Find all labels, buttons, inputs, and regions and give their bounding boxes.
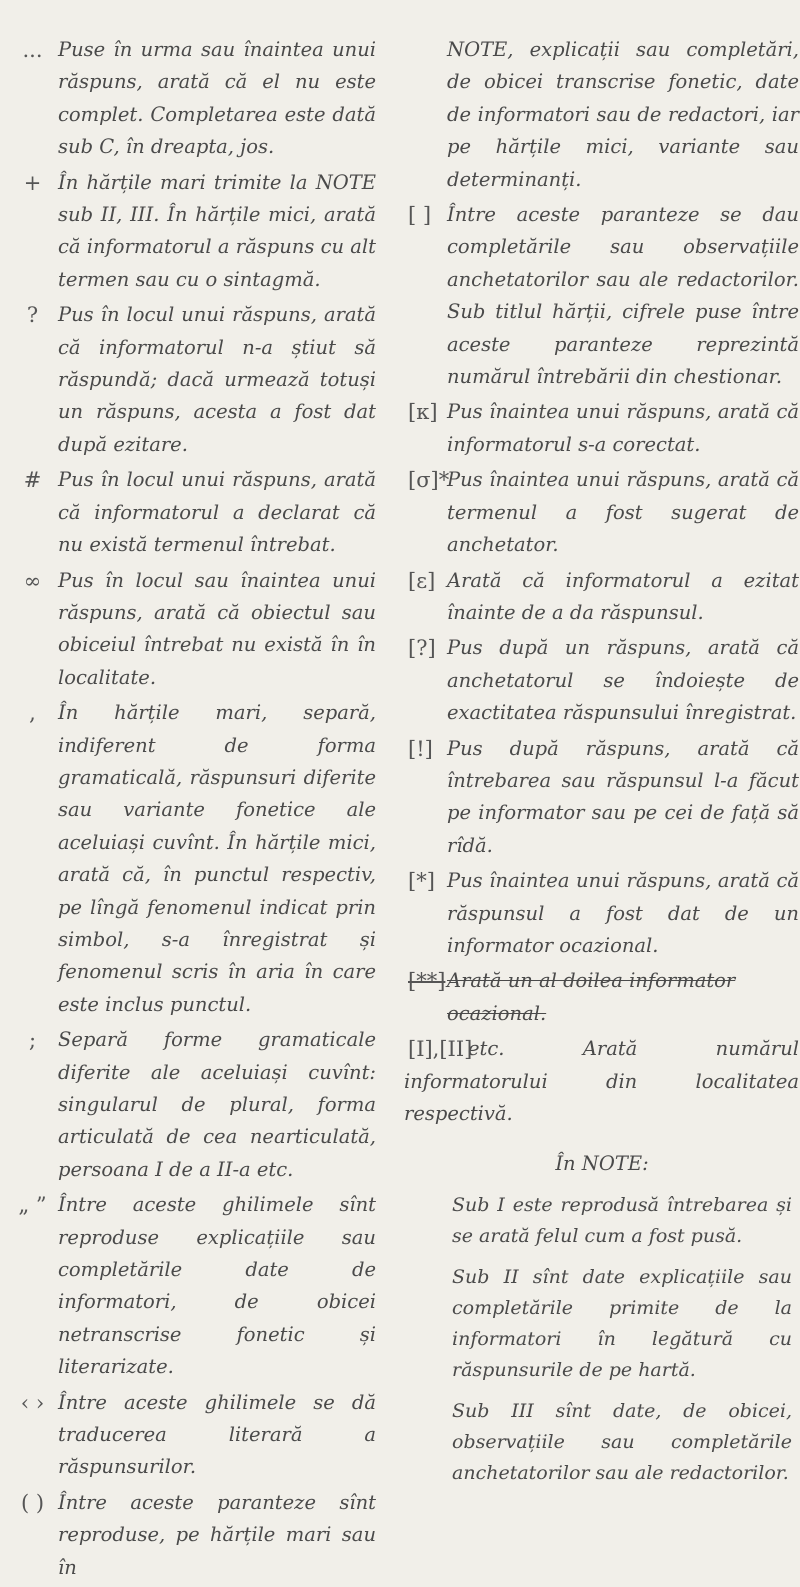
left-column: [0, 34, 400, 1587]
legend-symbol: ?: [26, 303, 39, 328]
legend-text: Între aceste ghilimele se dă traducerea literară a răspunsurilor.: [58, 1390, 376, 1479]
legend-symbol: [ ]: [408, 203, 432, 228]
legend-text: Pus înaintea unui răspuns, arată că termenul a fost sugerat de anchetator.: [447, 468, 799, 557]
struck-text: Arată un al doilea informator ocazional.: [447, 969, 736, 1025]
legend-text: Pus înaintea unui răspuns, arată că răspunsul a fost dat de un informator ocazional.: [447, 869, 799, 957]
legend-symbol: [σ]*: [408, 468, 450, 493]
legend-symbol: „ ”: [18, 1193, 47, 1218]
legend-text: Puse în urma sau înaintea unui răspuns, arată că el nu este complet. Completarea este dată sub C, în dreapta, jos.: [58, 38, 376, 159]
right-column: [404, 34, 800, 1499]
legend-entry: [0, 1487, 400, 1584]
legend-entry: [404, 199, 800, 393]
legend-symbol: ∞: [23, 568, 42, 593]
legend-symbol: ...: [22, 38, 43, 62]
legend-symbol: [**]: [408, 969, 446, 994]
legend-entry: [404, 464, 800, 561]
legend-entry: [404, 632, 800, 729]
legend-symbol: [!]: [408, 736, 433, 761]
legend-text: Între aceste paranteze se dau completările sau observațiile anchetatorilor sau ale redactorilor. Sub titlul hărții, cifrele puse între aceste paranteze reprezintă numărul întrebării din chestionar.: [447, 203, 799, 389]
legend-entry: [404, 865, 800, 962]
legend-symbol: [?]: [408, 636, 436, 661]
note-paragraph: Sub I este reprodusă întrebarea și se arată felul cum a fost pusă.: [452, 1194, 792, 1248]
legend-text: În hărțile mari, separă, indiferent de forma gramaticală, răspunsuri diferite sau variante fonetice ale aceluiași cuvînt. În hărțile mici, arată că, în punctul respectiv, pe lîngă fenomenul indicat prin simbol, s-a înregistrat și fenomenul scris în aria în care este inclus punctul.: [58, 701, 376, 1016]
legend-text: Între aceste ghilimele sînt reproduse explicațiile sau completările date de informatori, de obicei netranscrise fonetic și literarizate.: [58, 1193, 376, 1379]
legend-entry: [0, 167, 400, 297]
legend-text: Pus după răspuns, arată că întrebarea sau răspunsul l-a făcut pe informator sau pe cei de față să rîdă.: [447, 736, 799, 857]
legend-entry-struck: [404, 965, 800, 1030]
legend-entry: [0, 697, 400, 1021]
legend-symbol: ,: [29, 701, 36, 726]
legend-text: Arată că informatorul a ezitat înainte de a da răspunsul.: [447, 568, 799, 624]
legend-text: Pus în locul sau înaintea unui răspuns, arată că obiectul sau obiceiul întrebat nu există în în localitate.: [58, 568, 376, 689]
legend-text: Pus în locul unui răspuns, arată că informatorul n-a știut să răspundă; dacă urmează totuși un răspuns, acesta a fost dat după ezitare.: [58, 303, 376, 456]
legend-entry: [404, 565, 800, 630]
legend-entry: [0, 565, 400, 695]
legend-entry: [0, 1189, 400, 1383]
legend-text: Pus după un răspuns, arată că anchetatorul se îndoiește de exactitatea răspunsului înregistrat.: [447, 636, 799, 725]
legend-text: etc. Arată numărul informatorului din localitatea respectivă.: [404, 1037, 799, 1125]
legend-entry: [404, 396, 800, 461]
legend-text: În hărțile mari trimite la NOTE sub II, III. În hărțile mici, arată că informatorul a răspuns cu alt termen sau cu o sintagmă.: [58, 170, 376, 291]
legend-text: Între aceste paranteze sînt reproduse, pe hărțile mari sau în: [58, 1490, 376, 1579]
legend-text: Pus în locul unui răspuns, arată că informatorul a declarat că nu există termenul întrebat.: [58, 468, 376, 557]
notes-heading: În NOTE:: [555, 1152, 649, 1176]
legend-entry: [0, 299, 400, 461]
legend-symbol: [I],[II]: [408, 1037, 473, 1062]
legend-symbol: ( ): [20, 1490, 45, 1515]
legend-text: Separă forme gramaticale diferite ale aceluiași cuvînt: singularul de plural, forma articulată de cea nearticulată, persoana I de a II-a etc.: [58, 1028, 376, 1181]
legend-symbol: ‹ ›: [20, 1390, 45, 1415]
legend-entry: [0, 1387, 400, 1484]
legend-entry: [0, 464, 400, 561]
legend-symbol: +: [23, 170, 42, 195]
note-paragraph: Sub II sînt date explicațiile sau completările primite de la informatori în legătură cu răspunsurile de pe hartă.: [452, 1266, 792, 1382]
legend-symbol: [κ]: [408, 400, 438, 425]
legend-entry: [0, 34, 400, 164]
legend-entry: [404, 1033, 800, 1130]
legend-entry: [404, 733, 800, 863]
legend-symbol: #: [23, 468, 42, 493]
legend-text: [447, 965, 799, 1030]
legend-symbol: ;: [28, 1028, 37, 1053]
legend-symbol: [*]: [408, 869, 435, 894]
legend-entry: [0, 1024, 400, 1186]
legend-entry: [404, 34, 800, 196]
legend-text: NOTE, explicații sau completări, de obicei transcrise fonetic, date de informatori sau de redactori, iar pe hărțile mici, variante sau determinanți.: [447, 38, 799, 191]
legend-text: Pus înaintea unui răspuns, arată că informatorul s-a corectat.: [447, 400, 799, 456]
legend-symbol: [ε]: [408, 568, 436, 593]
note-paragraph: Sub III sînt date, de obicei, observațiile sau completările anchetatorilor sau ale redactorilor.: [452, 1400, 792, 1485]
